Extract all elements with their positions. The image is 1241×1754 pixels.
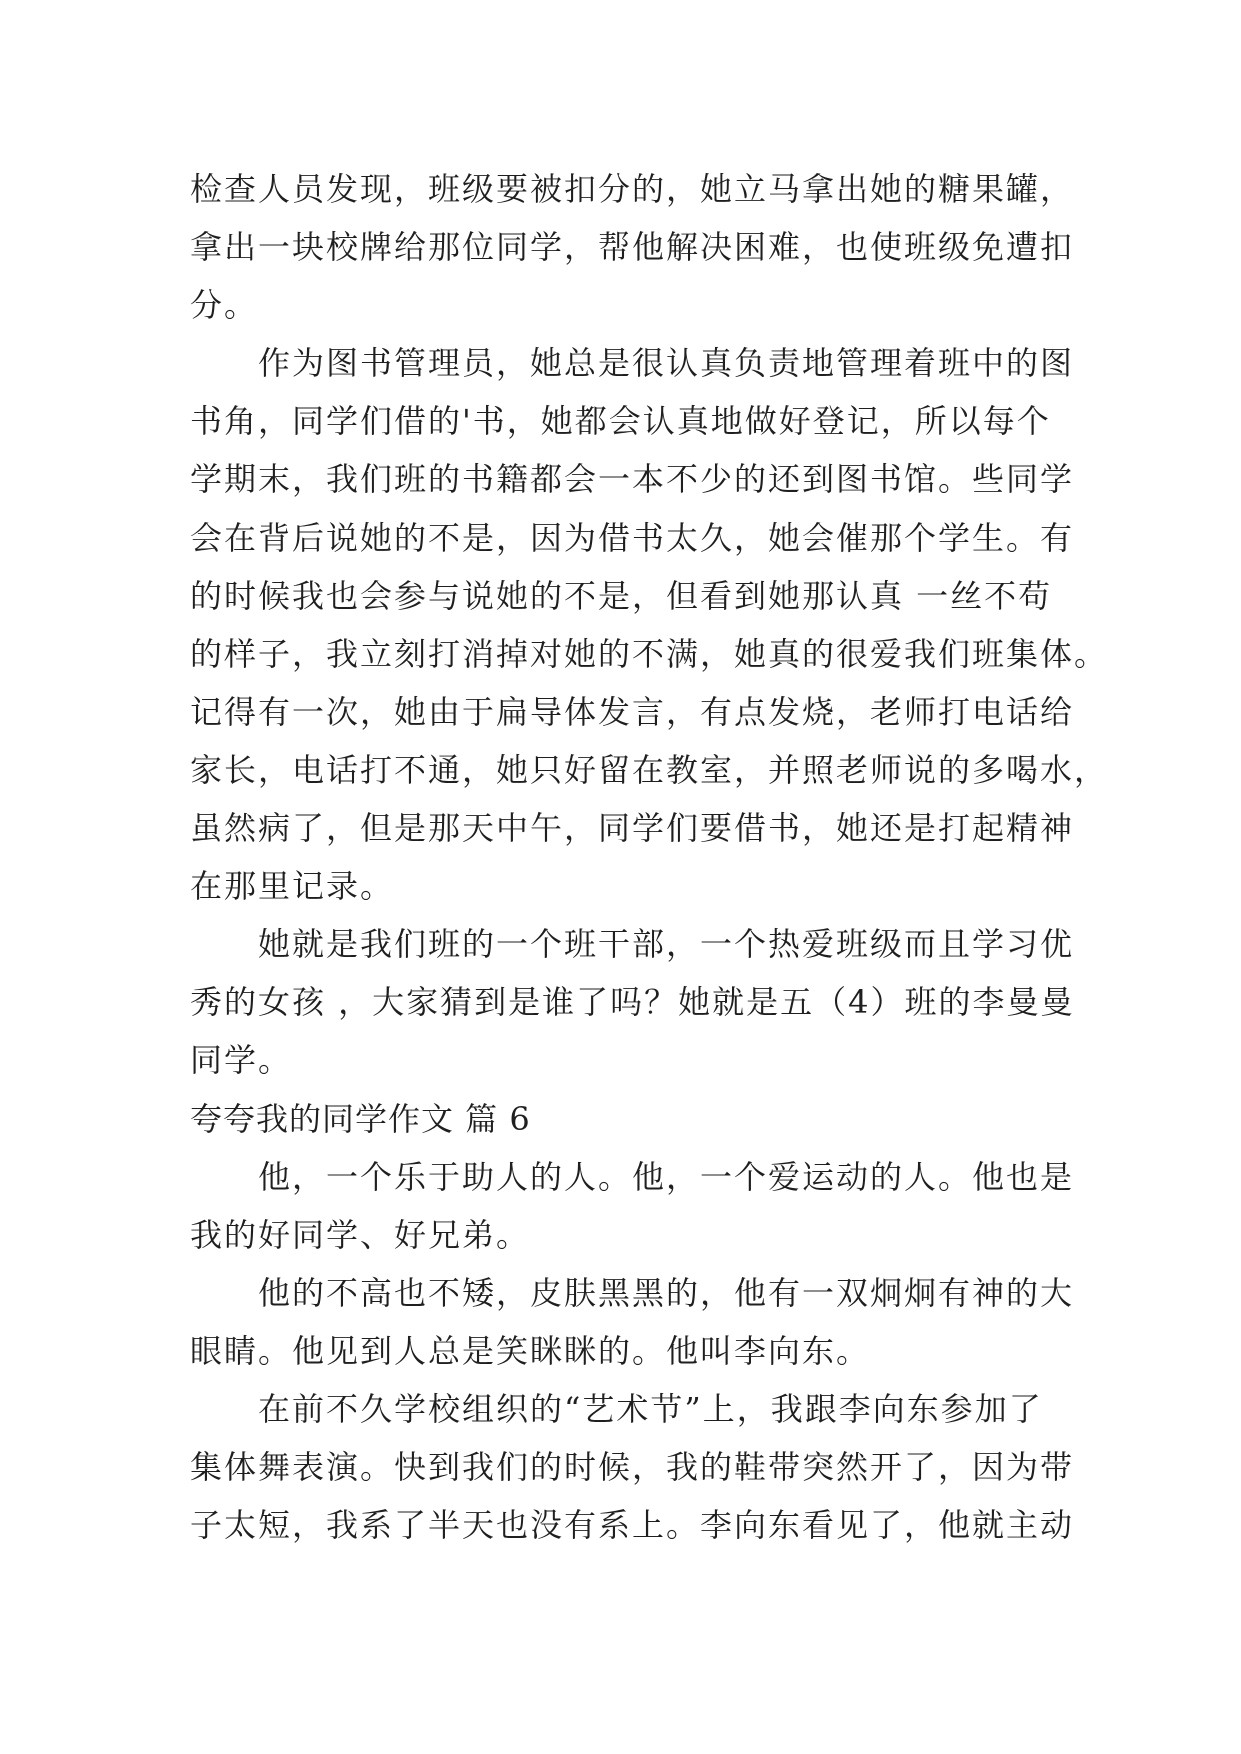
paragraph-line: 学期末，我们班的书籍都会一本不少的还到图书馆。些同学 bbox=[190, 460, 1075, 499]
paragraph-line: 他，一个乐于助人的人。他，一个爱运动的人。他也是 bbox=[258, 1157, 1075, 1196]
paragraph-line: 书角，同学们借的'书，她都会认真地做好登记，所以每个 bbox=[190, 402, 1051, 441]
paragraph-line: 虽然病了，但是那天中午，同学们要借书，她还是打起精神 bbox=[190, 809, 1075, 848]
paragraph-line: 在前不久学校组织的“艺术节”上，我跟李向东参加了 bbox=[258, 1389, 1043, 1428]
paragraph-line: 在那里记录。 bbox=[190, 867, 395, 906]
paragraph-line: 家长，电话打不通，她只好留在教室，并照老师说的多喝水， bbox=[190, 750, 1109, 789]
paragraph-line: 眼睛。他见到人总是笑眯眯的。他叫李向东。 bbox=[190, 1331, 871, 1370]
paragraph-line: 他的不高也不矮，皮肤黑黑的，他有一双炯炯有神的大 bbox=[258, 1273, 1075, 1312]
paragraph-line: 会在背后说她的不是，因为借书太久，她会催那个学生。有 bbox=[190, 518, 1075, 557]
paragraph-line: 的时候我也会参与说她的不是，但看到她那认真 一丝不苟 bbox=[190, 576, 1053, 615]
paragraph-line: 她就是我们班的一个班干部，一个热爱班级而且学习优 bbox=[258, 925, 1075, 964]
document-body bbox=[190, 160, 1109, 1554]
paragraph-line: 我的好同学、好兄弟。 bbox=[190, 1215, 531, 1254]
paragraph-line: 作为图书管理员，她总是很认真负责地管理着班中的图 bbox=[258, 344, 1075, 383]
paragraph-line: 集体舞表演。快到我们的时候，我的鞋带突然开了，因为带 bbox=[190, 1448, 1075, 1487]
section-heading: 夸夸我的同学作文 篇 6 bbox=[190, 1099, 531, 1138]
paragraph-line: 同学。 bbox=[190, 1041, 293, 1080]
paragraph-line: 记得有一次，她由于扁导体发言，有点发烧，老师打电话给 bbox=[190, 692, 1075, 731]
paragraph-line: 子太短，我系了半天也没有系上。李向东看见了，他就主动 bbox=[190, 1506, 1075, 1545]
paragraph-line: 分。 bbox=[190, 286, 259, 325]
paragraph-line: 拿出一块校牌给那位同学，帮他解决困难，也使班级免遭扣 bbox=[190, 228, 1075, 267]
paragraph-line: 的样子，我立刻打消掉对她的不满，她真的很爱我们班集体。 bbox=[190, 634, 1109, 673]
paragraph-line: 秀的女孩 ，大家猜到是谁了吗？她就是五（4）班的李曼曼 bbox=[190, 983, 1075, 1022]
paragraph-line: 检查人员发现，班级要被扣分的，她立马拿出她的糖果罐， bbox=[190, 170, 1075, 208]
